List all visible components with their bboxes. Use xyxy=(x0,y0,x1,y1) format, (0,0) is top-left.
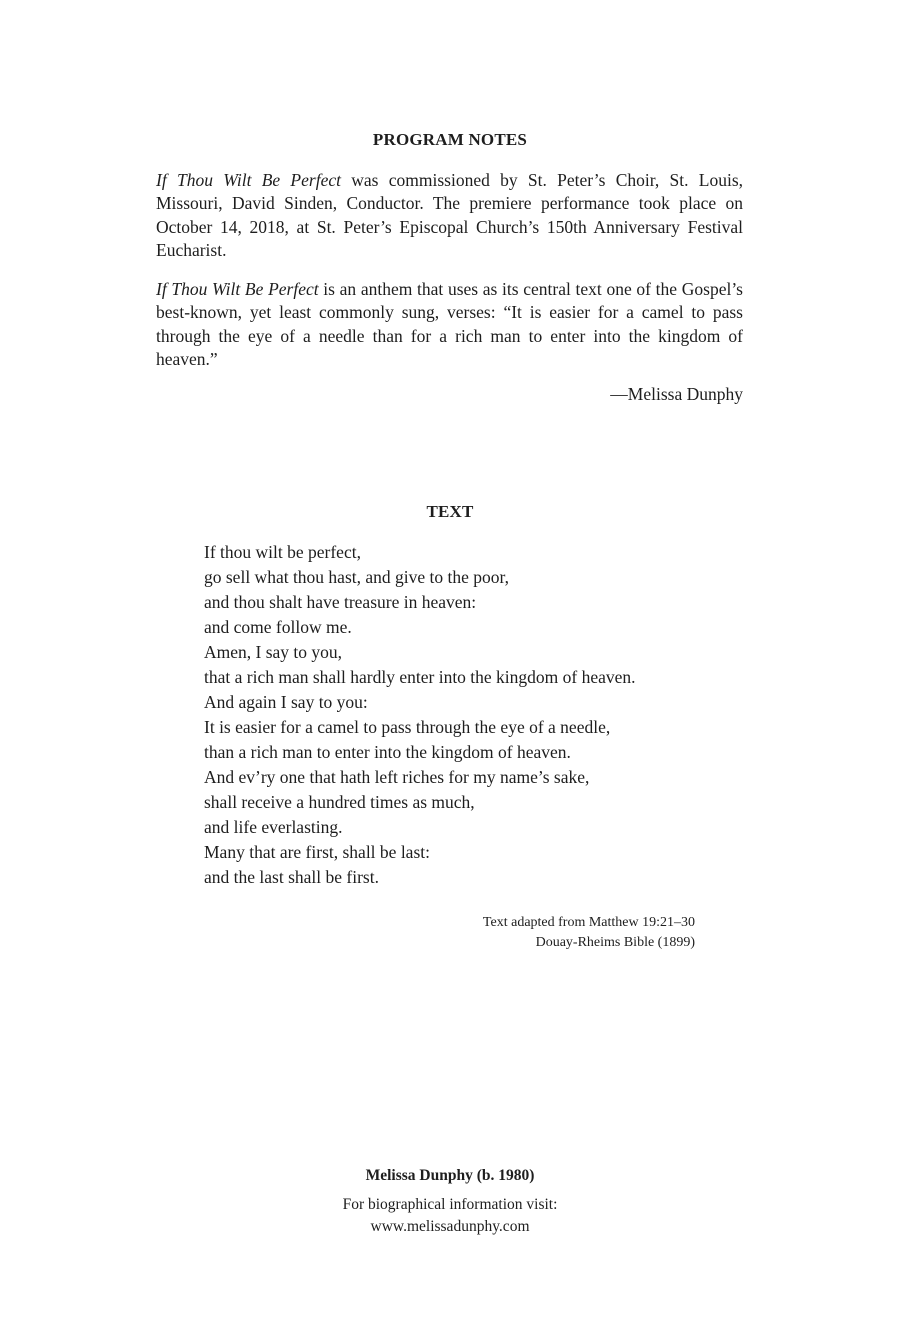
text-source-citation xyxy=(483,913,695,953)
text-line: And again I say to you: xyxy=(204,692,368,712)
text-line: and life everlasting. xyxy=(204,817,343,837)
text-line: shall receive a hundred times as much, xyxy=(204,792,475,812)
text-line: and thou shalt have treasure in heaven: xyxy=(204,592,477,612)
work-title: If Thou Wilt Be Perfect xyxy=(156,170,341,190)
paragraph-text: is an anthem that uses as its central text one of the Gospel’s best-known, yet least commonly sung, verses: “It is easier for a camel to pass through the eye of a needle than for a rich man to enter into the kingdom of heaven.” xyxy=(156,279,743,370)
composer-website: www.melissadunphy.com xyxy=(370,1218,530,1235)
anthem-text xyxy=(204,540,636,890)
program-notes-paragraph xyxy=(156,169,743,262)
program-notes-body xyxy=(156,169,743,407)
text-line: and come follow me. xyxy=(204,617,352,637)
source-bible-edition: Douay-Rheims Bible (1899) xyxy=(535,935,695,950)
text-line: go sell what thou hast, and give to the poor, xyxy=(204,567,510,587)
composer-bio xyxy=(0,1165,900,1238)
source-scripture: Text adapted from Matthew 19:21–30 xyxy=(482,915,695,930)
notes-signature: —Melissa Dunphy xyxy=(610,384,743,405)
paragraph-text: was commissioned by St. Peter’s Choir, St. Louis, Missouri, David Sinden, Conductor. The premiere performance took place on October 14, 2018, at St. Peter’s Episcopal Church’s 150th Anniversary Festival Eucharist. xyxy=(156,170,743,260)
program-notes-paragraph xyxy=(156,278,743,371)
composer-name: Melissa Dunphy (b. 1980) xyxy=(365,1167,535,1184)
text-line: and the last shall be first. xyxy=(204,867,379,887)
text-line: than a rich man to enter into the kingdom of heaven. xyxy=(204,742,571,762)
program-notes-heading: PROGRAM NOTES xyxy=(372,130,528,149)
text-line: Amen, I say to you, xyxy=(204,642,343,662)
text-line: that a rich man shall hardly enter into the kingdom of heaven. xyxy=(204,667,636,687)
text-line: It is easier for a camel to pass through the eye of a needle, xyxy=(204,717,611,737)
text-line: Many that are first, shall be last: xyxy=(204,842,430,862)
work-title: If Thou Wilt Be Perfect xyxy=(156,279,319,300)
text-line: And ev’ry one that hath left riches for my name’s sake, xyxy=(204,767,590,787)
text-heading: TEXT xyxy=(426,502,474,521)
bio-info-label: For biographical information visit: xyxy=(342,1196,558,1213)
text-line: If thou wilt be perfect, xyxy=(204,542,361,562)
